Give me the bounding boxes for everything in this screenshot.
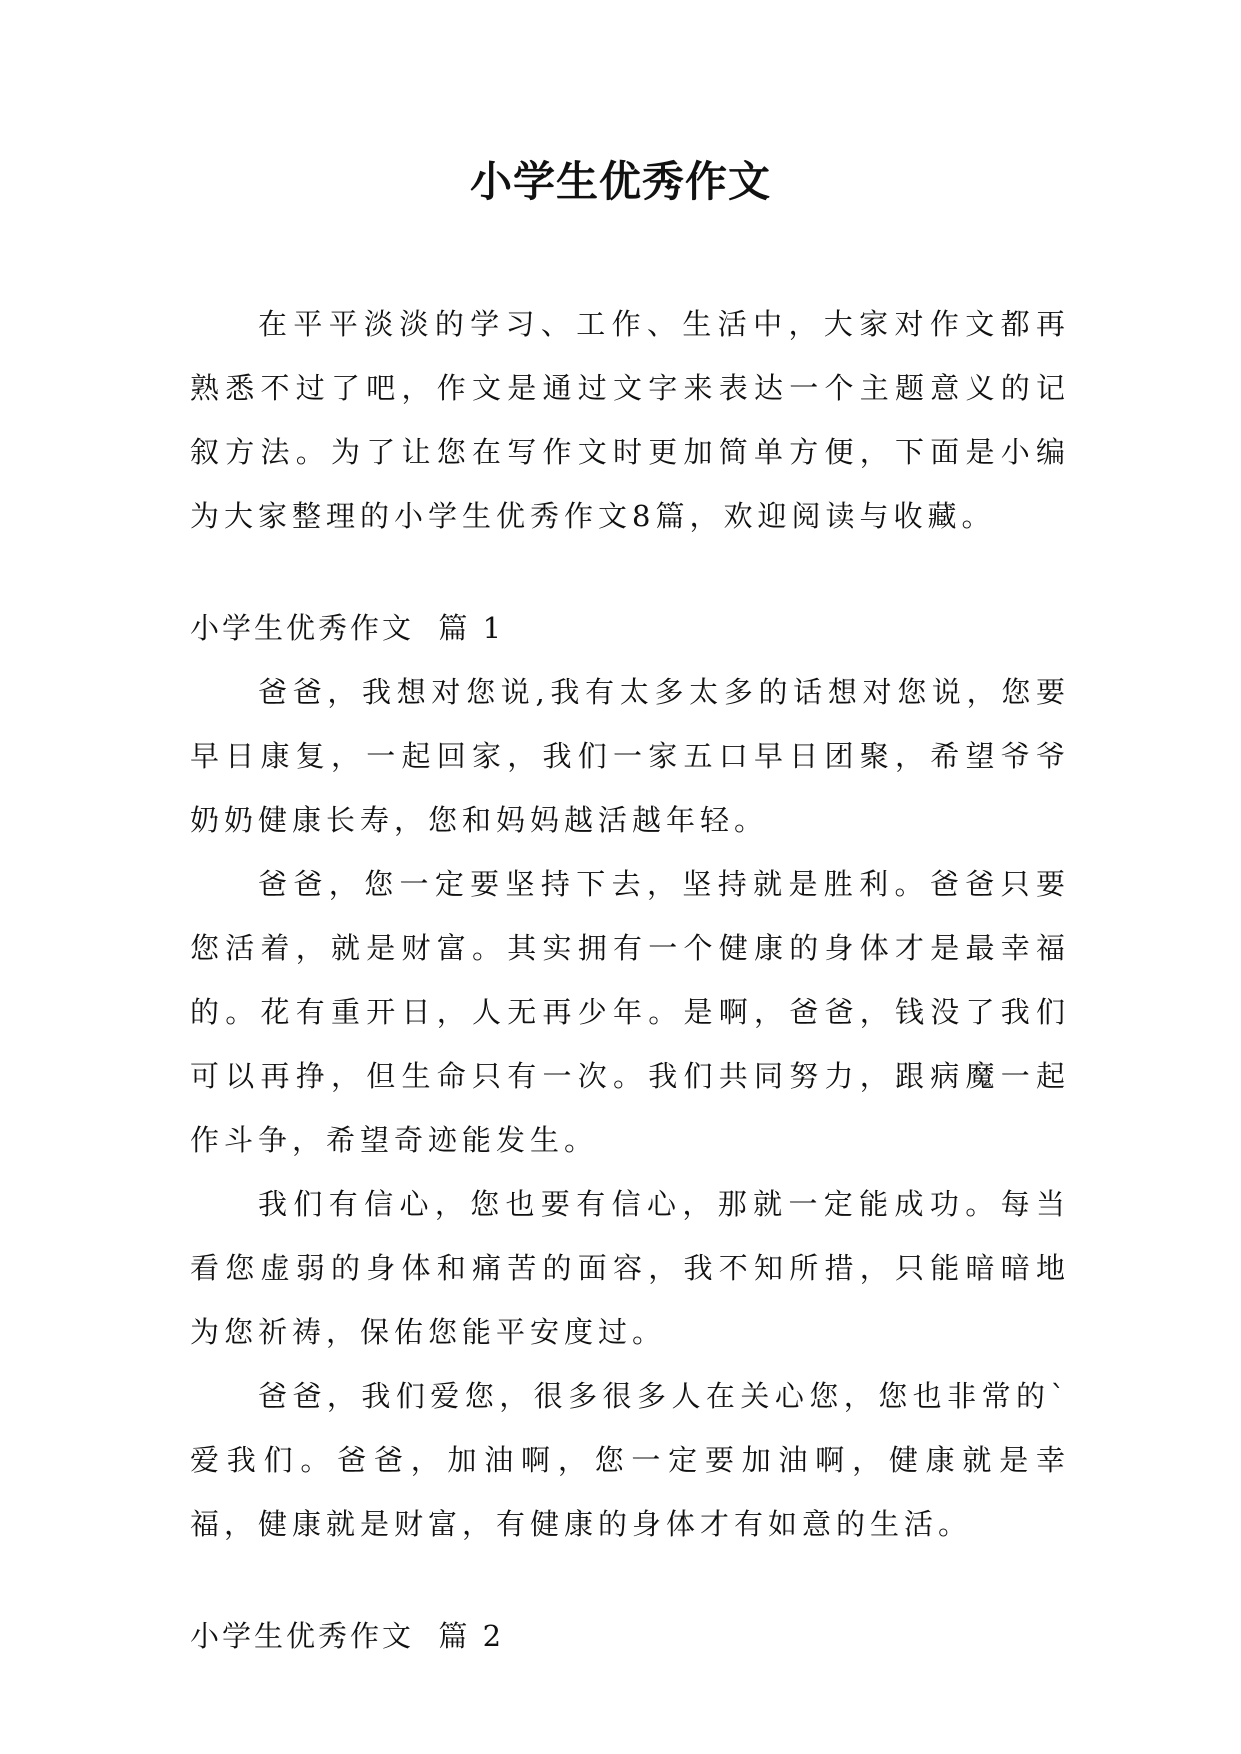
section-2 xyxy=(190,1604,1070,1668)
document-body xyxy=(190,292,1070,1668)
section-paragraph: 爸爸，我们爱您，很多很多人在关心您，您也非常的`爱我们。爸爸，加油啊，您一定要加油啊，健康就是幸福，健康就是财富，有健康的身体才有如意的生活。 xyxy=(190,1379,1070,1541)
intro-paragraph: 在平平淡淡的学习、工作、生活中，大家对作文都再熟悉不过了吧，作文是通过文字来表达一个主题意义的记叙方法。为了让您在写作文时更加简单方便，下面是小编为大家整理的小学生优秀作文8篇，欢迎阅读与收藏。 xyxy=(190,307,1070,533)
section-heading: 小学生优秀作文 篇 2 xyxy=(190,1619,505,1653)
section-heading: 小学生优秀作文 篇 1 xyxy=(190,611,505,645)
document-title: 小学生优秀作文 xyxy=(469,157,771,206)
section-paragraph: 我们有信心，您也要有信心，那就一定能成功。每当看您虚弱的身体和痛苦的面容，我不知所措，只能暗暗地为您祈祷，保佑您能平安度过。 xyxy=(190,1187,1070,1349)
section-1 xyxy=(190,596,1070,1556)
section-paragraph: 爸爸，我想对您说,我有太多太多的话想对您说，您要早日康复，一起回家，我们一家五口早日团聚，希望爷爷奶奶健康长寿，您和妈妈越活越年轻。 xyxy=(190,675,1070,837)
section-paragraph: 爸爸，您一定要坚持下去，坚持就是胜利。爸爸只要您活着，就是财富。其实拥有一个健康的身体才是最幸福的。花有重开日，人无再少年。是啊，爸爸，钱没了我们可以再挣，但生命只有一次。我们共同努力，跟病魔一起作斗争，希望奇迹能发生。 xyxy=(190,867,1070,1157)
